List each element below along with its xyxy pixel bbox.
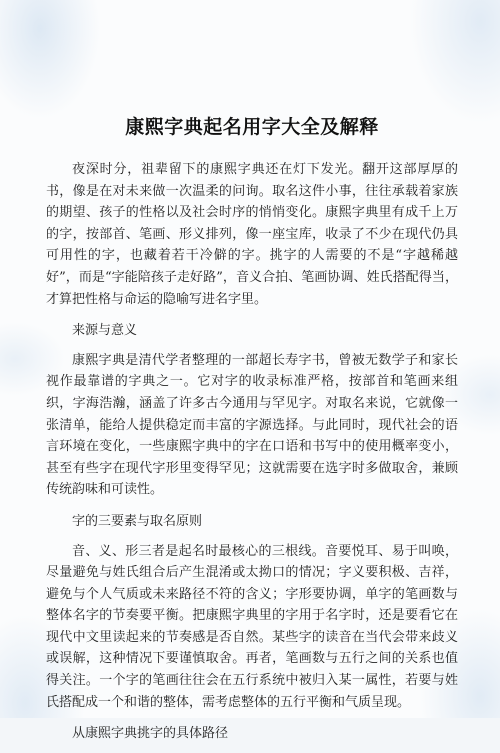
article-body bbox=[46, 112, 458, 753]
section-heading-path: 从康熙字典挑字的具体路径 bbox=[72, 726, 229, 742]
section-heading-principles: 字的三要素与取名原则 bbox=[72, 513, 203, 529]
intro-paragraph: 夜深时分，祖辈留下的康熙字典还在灯下发光。翻开这部厚厚的书，像是在对未来做一次温柔的问询。取名这件小事，往往承载着家族的期望、孩子的性格以及社会时序的悄悄变化。康熙字典里有成千上万的字，按部首、笔画、形义排列，像一座宝库，收录了不少在现代仍具可用性的字，也藏着若干冷僻的字。挑字的人需要的不是“字越稀越好”，而是“字能陪孩子走好路”，音义合拍、笔画协调、姓氏搭配得当，才算把性格与命运的隐喻写进名字里。 bbox=[46, 162, 458, 307]
origin-paragraph: 康熙字典是清代学者整理的一部超长寿字书，曾被无数学子和家长视作最靠谱的字典之一。它对字的收录标准严格，按部首和笔画来组织，字海浩瀚，涵盖了许多古今通用与罕见字。对取名来说，它就像一张清单，能给人提供稳定而丰富的字源选择。与此同时，现代社会的语言环境在变化，一些康熙字典中的字在口语和书写中的使用概率变小，甚至有些字在现代字形里变得罕见；这就需要在选字时多做取舍，兼顾传统韵味和可读性。 bbox=[46, 352, 458, 498]
section-heading-origin: 来源与意义 bbox=[72, 323, 138, 339]
principles-paragraph: 音、义、形三者是起名时最核心的三根线。音要悦耳、易于叫唤，尽量避免与姓氏组合后产生混淆或太拗口的情况；字义要积极、吉祥，避免与个人气质或未来路径不符的含义；字形要协调，单字的笔画数与整体名字的节奏要平衡。把康熙字典里的字用于名字时，还是要看它在现代中文里读起来的节奏感是否自然。某些字的读音在当代会带来歧义或误解，这种情况下要谨慎取舍。再者，笔画数与五行之间的关系也值得关注。一个字的笔画往往会在五行系统中被归入某一属性，若要与姓氏搭配成一个和谐的整体，需考虑整体的五行平衡和气质呈现。 bbox=[46, 543, 458, 710]
article-title: 康熙字典起名用字大全及解释 bbox=[125, 116, 379, 138]
